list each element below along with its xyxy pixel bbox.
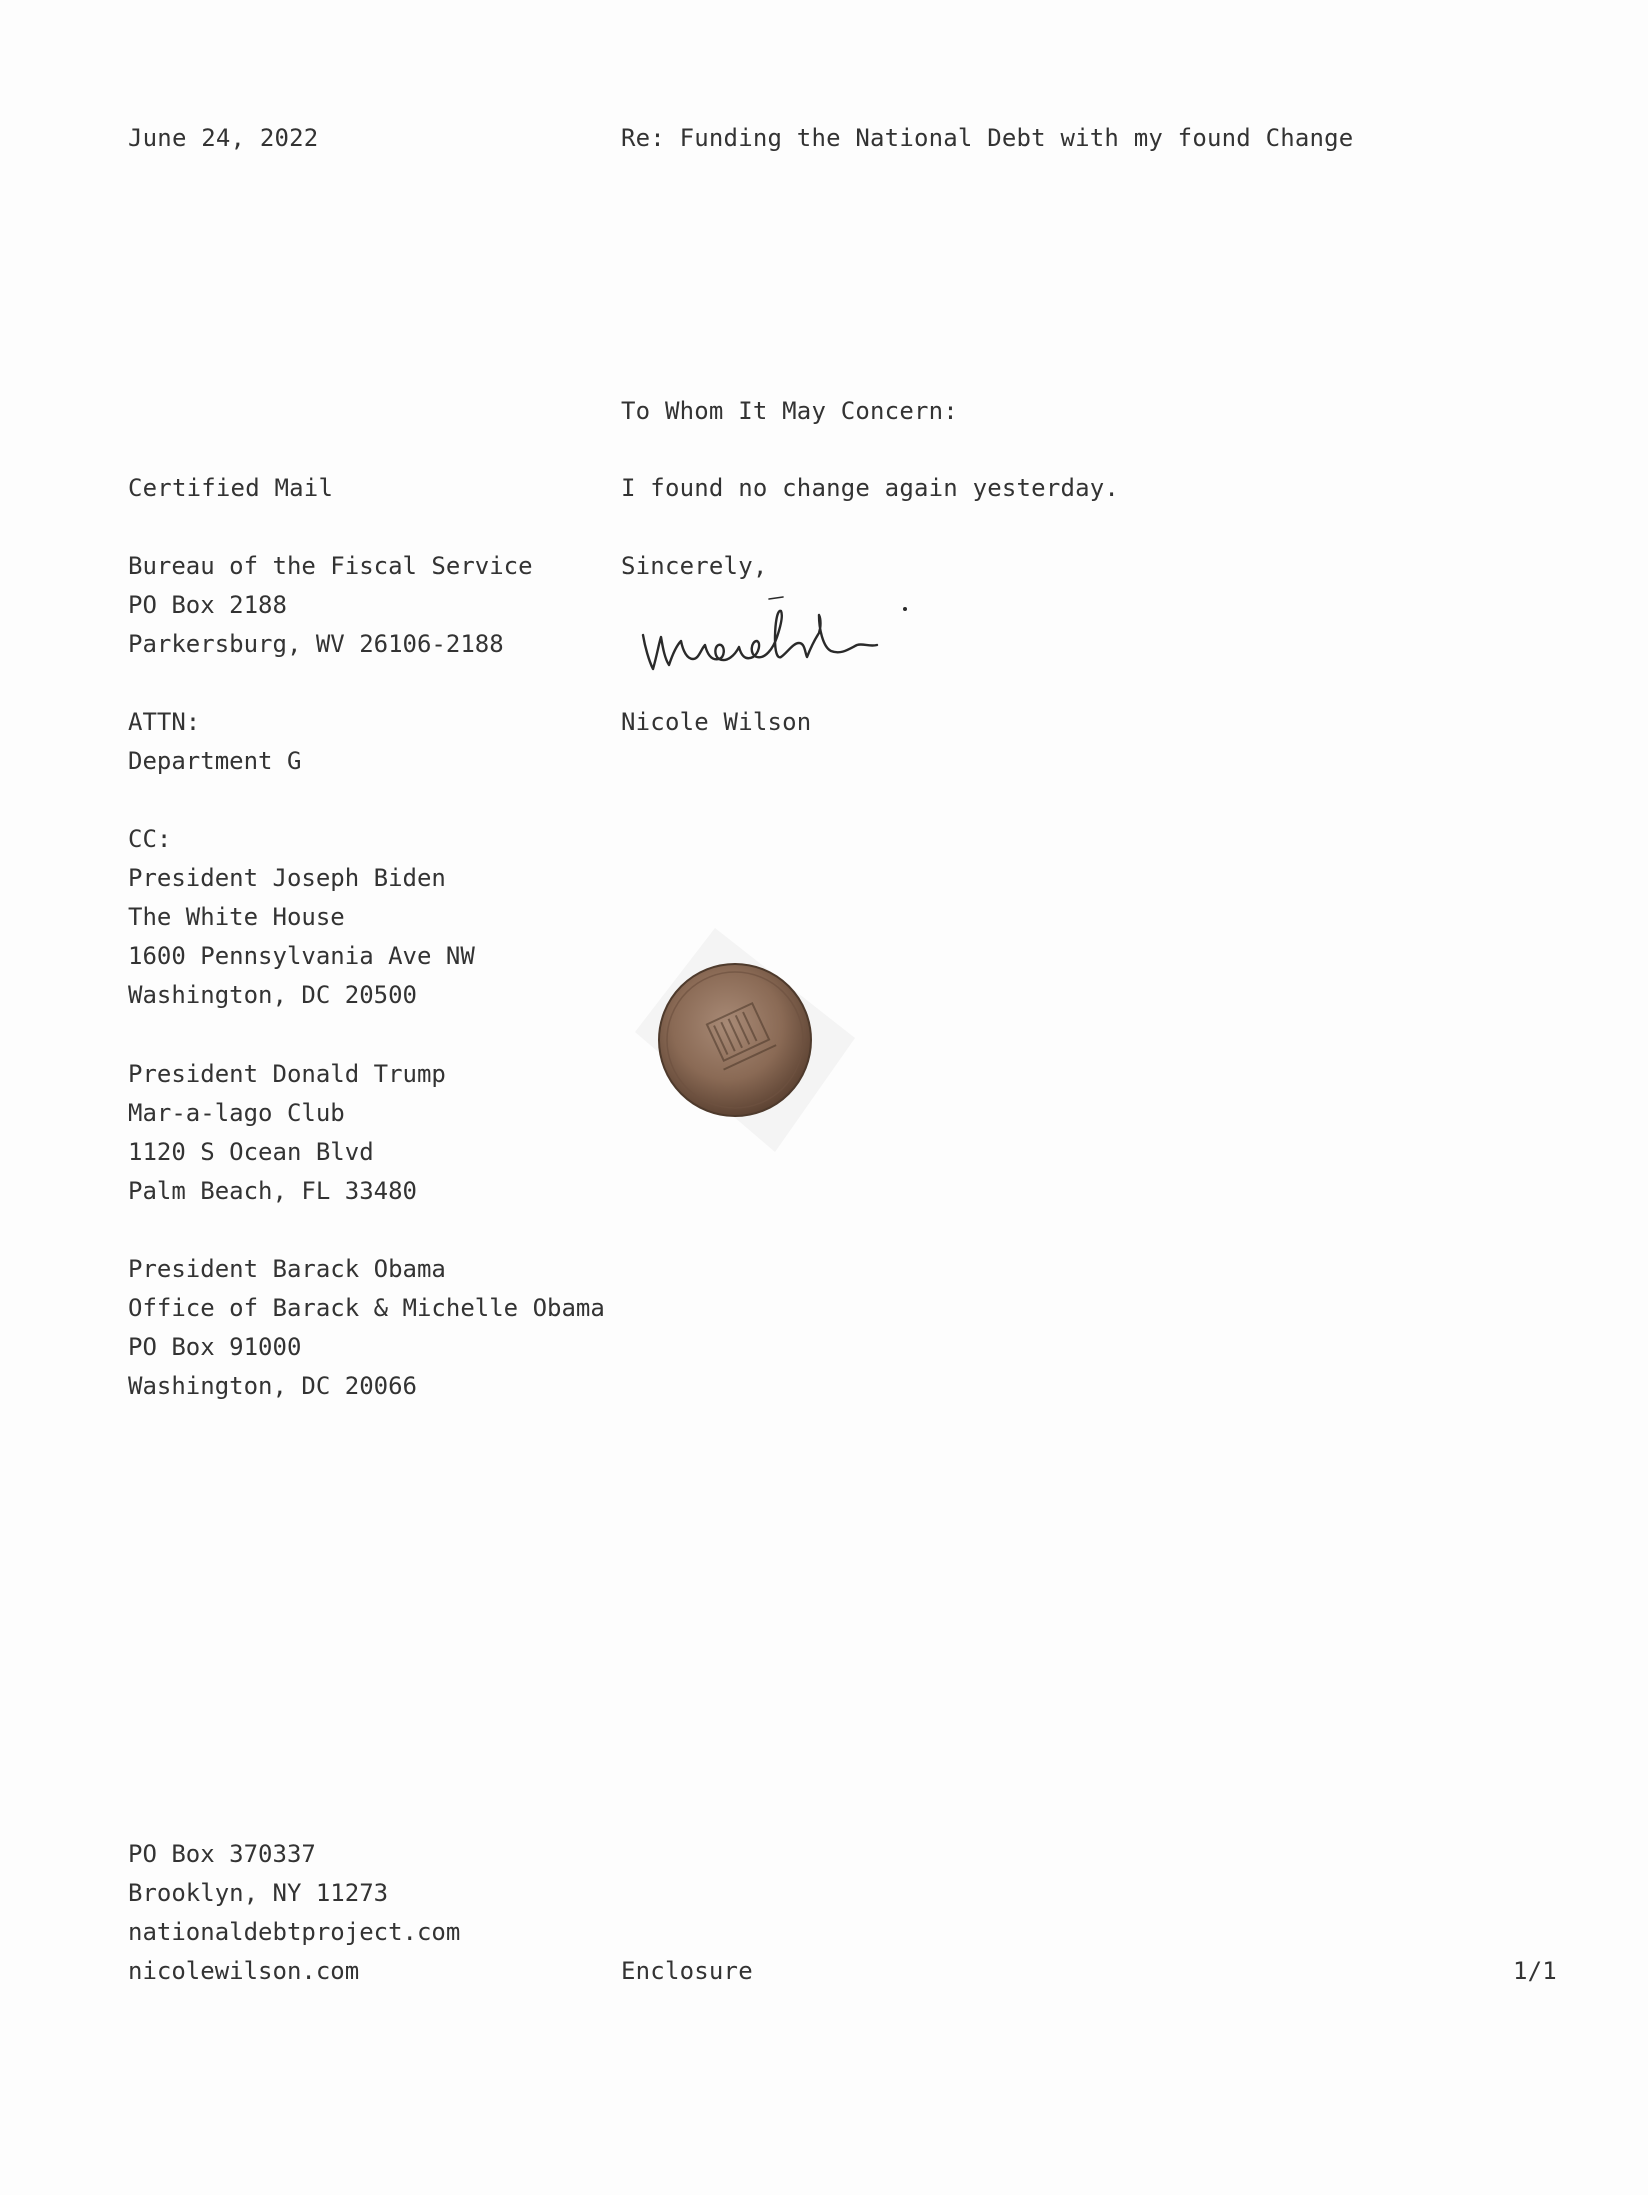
attn-label: ATTN: [128,708,201,736]
address-line: Washington, DC 20066 [128,1372,417,1400]
address-line: PO Box 2188 [128,591,287,619]
website-line: nicolewilson.com [128,1957,360,1985]
cc-block-obama [128,1250,605,1406]
sender-address [128,1835,460,1991]
attn-department: Department G [128,747,302,775]
address-line: Palm Beach, FL 33480 [128,1177,417,1205]
attn-block [128,703,301,781]
address-line: Washington, DC 20500 [128,981,417,1009]
address-line: Brooklyn, NY 11273 [128,1879,389,1907]
closing: Sincerely, [621,552,768,580]
address-line: President Barack Obama [128,1255,446,1283]
cc-block-biden [128,820,475,1015]
address-line: 1120 S Ocean Blvd [128,1138,374,1166]
address-line: PO Box 91000 [128,1333,302,1361]
cc-label: CC: [128,825,172,853]
address-line: The White House [128,903,345,931]
address-line: Mar-a-lago Club [128,1099,345,1127]
enclosure-label: Enclosure [621,1957,753,1985]
mail-type: Certified Mail [128,474,334,502]
address-line: 1600 Pennsylvania Ave NW [128,942,475,970]
letter-subject: Re: Funding the National Debt with my found Change [621,124,1354,152]
salutation: To Whom It May Concern: [621,397,958,425]
handwritten-signature [635,585,935,695]
address-line: President Joseph Biden [128,864,446,892]
cc-block-trump [128,1055,446,1211]
address-line: Bureau of the Fiscal Service [128,552,533,580]
page-number: 1/1 [1513,1957,1557,1985]
letter-date: June 24, 2022 [128,124,319,152]
address-line: Office of Barack & Michelle Obama [128,1294,605,1322]
recipient-address [128,547,533,664]
address-line: Parkersburg, WV 26106-2188 [128,630,504,658]
penny-coin-icon [615,920,860,1165]
signer-name: Nicole Wilson [621,708,812,736]
address-line: President Donald Trump [128,1060,446,1088]
website-line: nationaldebtproject.com [128,1918,461,1946]
letter-body: I found no change again yesterday. [621,474,1120,502]
address-line: PO Box 370337 [128,1840,316,1868]
